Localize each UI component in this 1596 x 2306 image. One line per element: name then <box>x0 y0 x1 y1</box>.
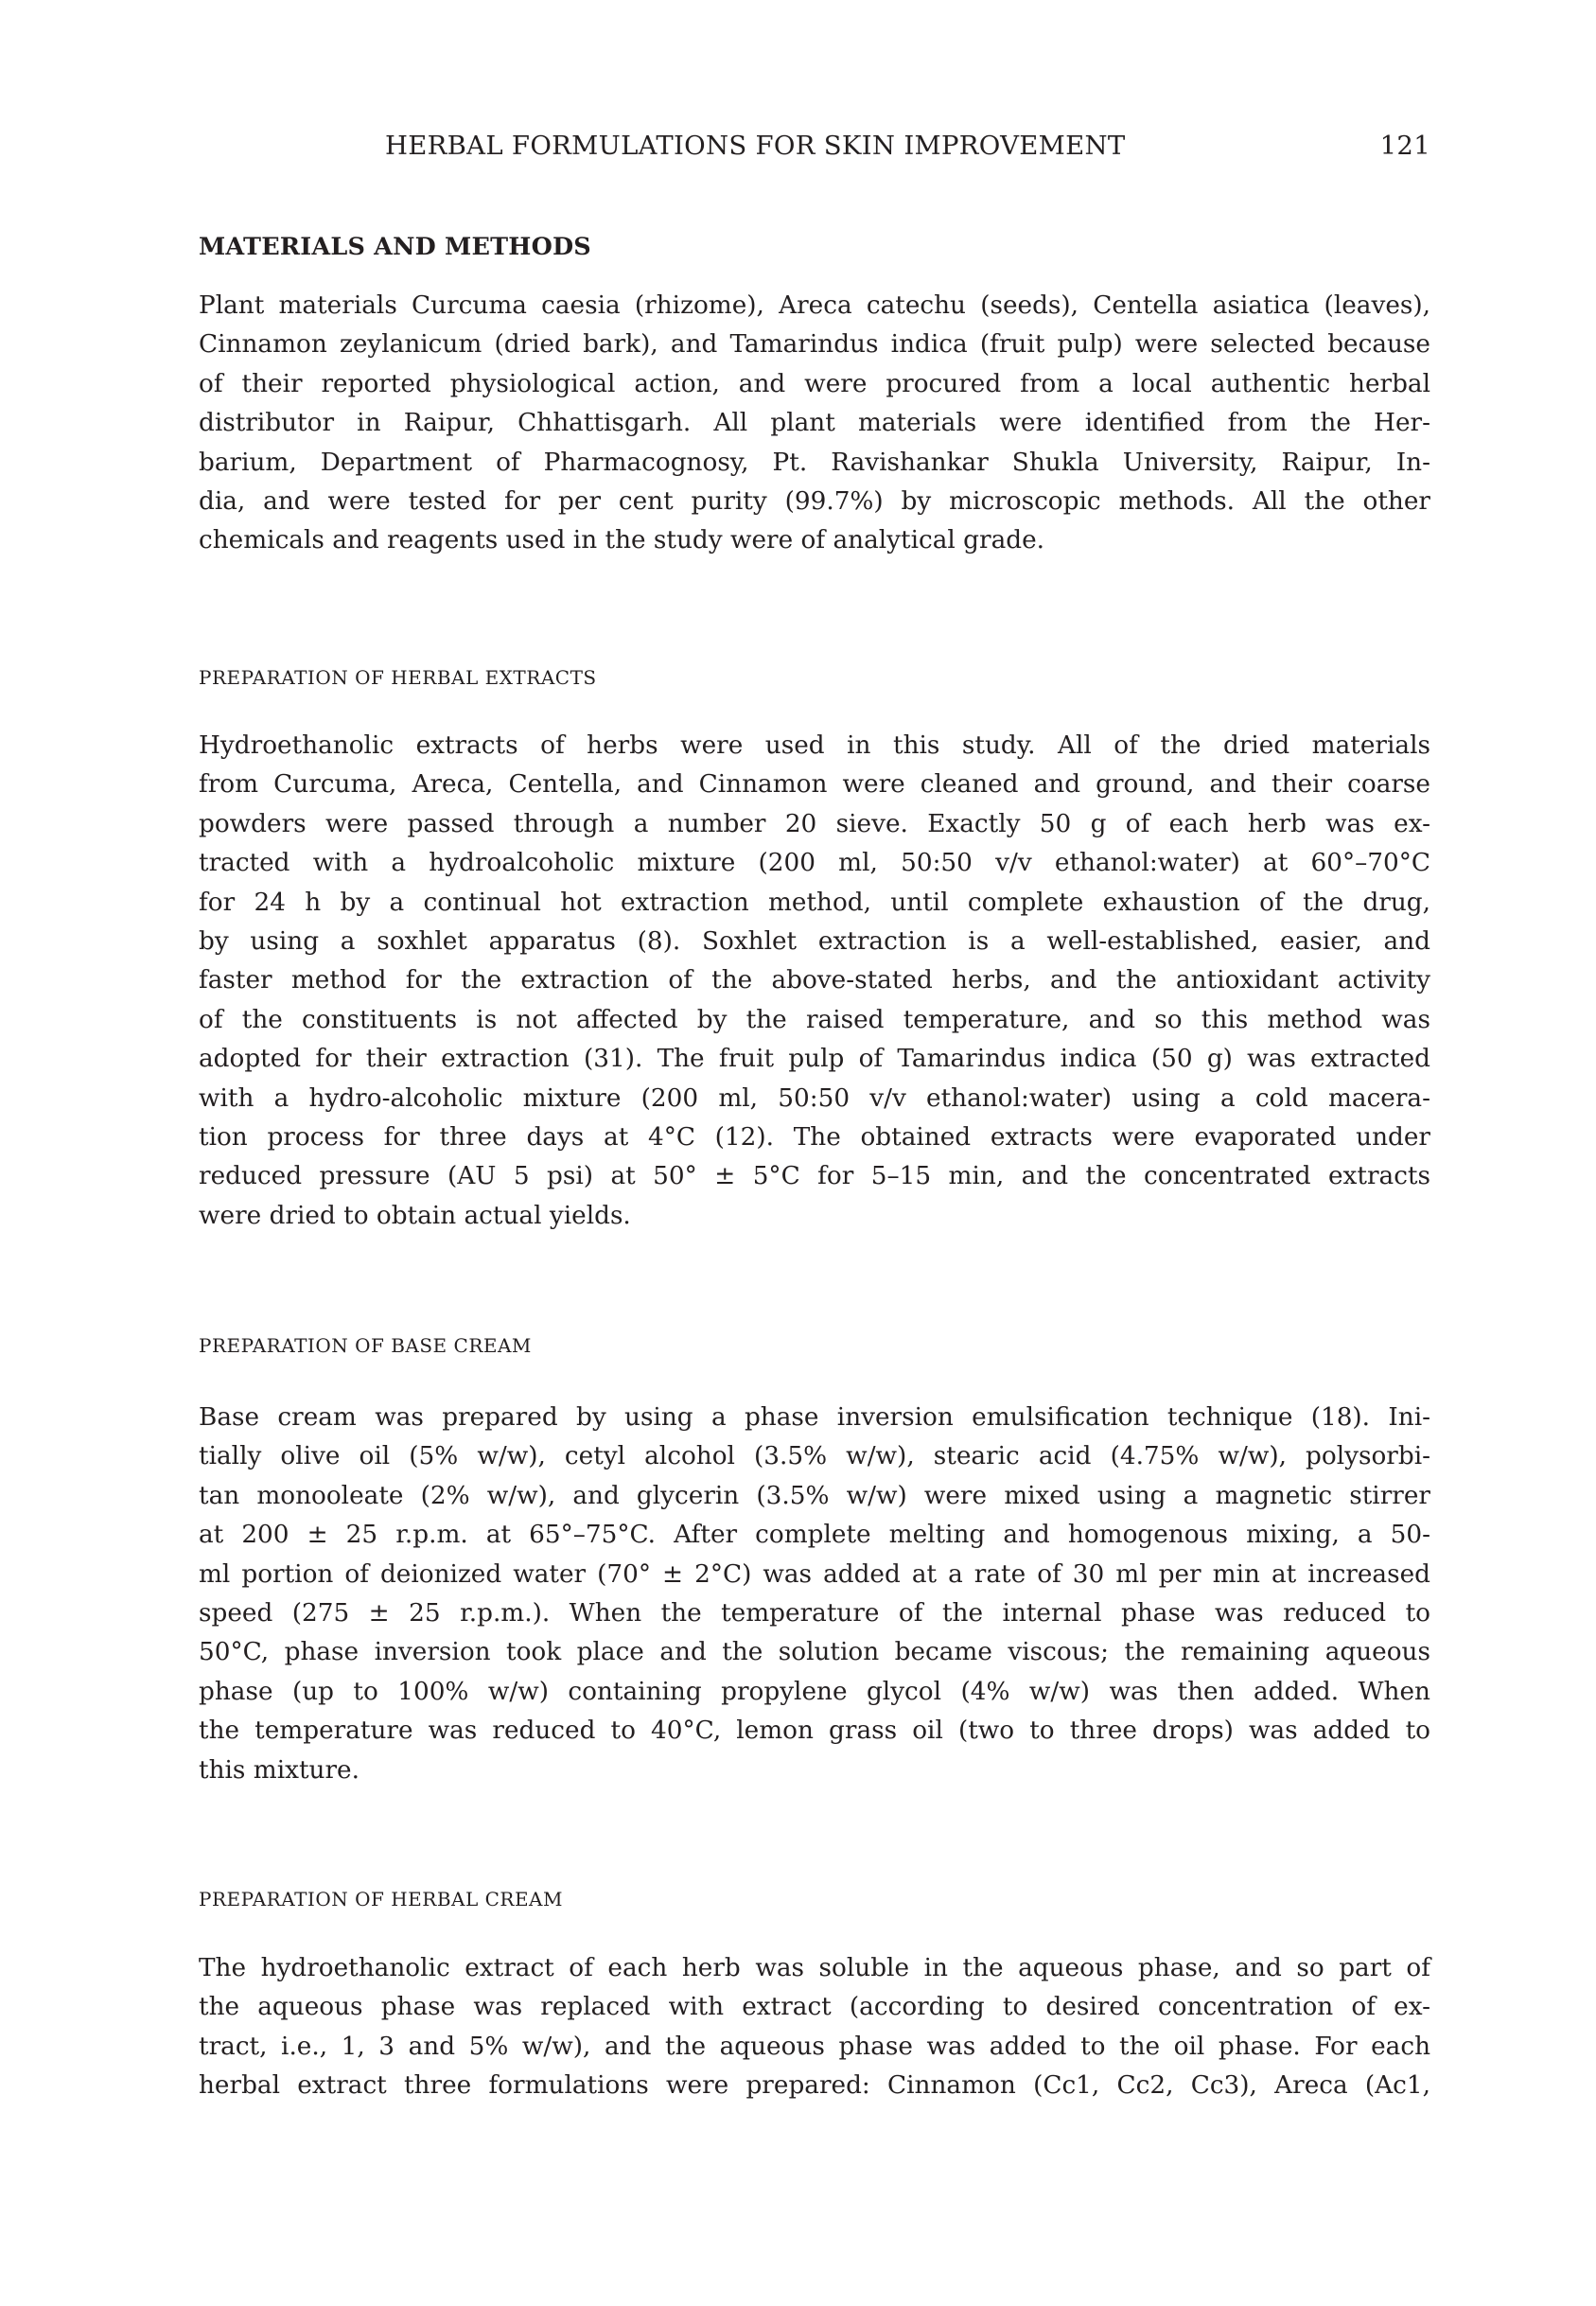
text-line: the aqueous phase was replaced with extract (according to desired concentration of ex- <box>199 1993 1430 2022</box>
text-line: from Curcuma, Areca, Centella, and Cinnamon were cleaned and ground, and their coarse <box>199 770 1430 800</box>
text-line: this mixture. <box>199 1755 360 1785</box>
text-line: Base cream was prepared by using a phase inversion emulsification technique (18). Ini- <box>199 1403 1430 1432</box>
text-line: were dried to obtain actual yields. <box>199 1201 631 1230</box>
text-line: phase (up to 100% w/w) containing propylene glycol (4% w/w) was then added. When <box>199 1677 1430 1706</box>
text-line: 50°C, phase inversion took place and the solution became viscous; the remaining aqueous <box>199 1638 1430 1667</box>
text-line: barium, Department of Pharmacognosy, Pt. Ravishankar Shukla University, Raipur, In- <box>199 448 1430 477</box>
text-line: faster method for the extraction of the above-stated herbs, and the antioxidant activity <box>199 966 1430 995</box>
text-line: tially olive oil (5% w/w), cetyl alcohol (3.5% w/w), stearic acid (4.75% w/w), polysorbi- <box>199 1442 1430 1471</box>
section-heading-materials-and-methods: MATERIALS AND METHODS <box>199 233 591 261</box>
text-line: for 24 h by a continual hot extraction method, until complete exhaustion of the drug, <box>199 888 1430 917</box>
text-line: Cinnamon zeylanicum (dried bark), and Tamarindus indica (fruit pulp) were selected because <box>199 330 1430 360</box>
paragraph-herbal-cream <box>199 1949 1430 2106</box>
paragraph-herbal-extracts <box>199 727 1430 1236</box>
subsection-heading-base-cream: PREPARATION OF BASE CREAM <box>199 1334 532 1357</box>
text-line: with a hydro-alcoholic mixture (200 ml, 50:50 v/v ethanol:water) using a cold macera- <box>199 1083 1430 1113</box>
page-number: 121 <box>1379 131 1430 161</box>
subsection-heading-herbal-cream: PREPARATION OF HERBAL CREAM <box>199 1888 563 1910</box>
text-line: ml portion of deionized water (70° ± 2°C) was added at a rate of 30 ml per min at increased <box>199 1559 1430 1589</box>
paragraph-base-cream <box>199 1399 1430 1790</box>
text-line: Hydroethanolic extracts of herbs were used in this study. All of the dried materials <box>199 731 1430 760</box>
text-line: The hydroethanolic extract of each herb was soluble in the aqueous phase, and so part of <box>199 1954 1430 1982</box>
text-line: of the constituents is not affected by the raised temperature, and so this method was <box>199 1005 1430 1034</box>
text-line: tracted with a hydroalcoholic mixture (200 ml, 50:50 v/v ethanol:water) at 60°–70°C <box>199 849 1430 878</box>
running-head-title: HERBAL FORMULATIONS FOR SKIN IMPROVEMENT <box>385 131 1126 161</box>
text-line: reduced pressure (AU 5 psi) at 50° ± 5°C for 5–15 min, and the concentrated extracts <box>199 1162 1430 1191</box>
text-line: distributor in Raipur, Chhattisgarh. All plant materials were identified from the Her- <box>199 409 1430 438</box>
text-line: powders were passed through a number 20 sieve. Exactly 50 g of each herb was ex- <box>199 809 1430 838</box>
text-line: Plant materials Curcuma caesia (rhizome), Areca catechu (seeds), Centella asiatica (leaves), <box>199 291 1430 320</box>
text-line: dia, and were tested for per cent purity (99.7%) by microscopic methods. All the other <box>199 487 1430 517</box>
subsection-heading-herbal-extracts: PREPARATION OF HERBAL EXTRACTS <box>199 666 597 689</box>
text-line: tan monooleate (2% w/w), and glycerin (3.5% w/w) were mixed using a magnetic stirrer <box>199 1481 1430 1510</box>
running-head <box>199 131 1430 168</box>
text-line: herbal extract three formulations were prepared: Cinnamon (Cc1, Cc2, Cc3), Areca (Ac1, <box>199 2071 1430 2101</box>
text-line: of their reported physiological action, and were procured from a local authentic herbal <box>199 369 1430 398</box>
text-line: chemicals and reagents used in the study were of analytical grade. <box>199 526 1045 555</box>
text-line: speed (275 ± 25 r.p.m.). When the temperature of the internal phase was reduced to <box>199 1599 1430 1628</box>
text-line: tract, i.e., 1, 3 and 5% w/w), and the aqueous phase was added to the oil phase. For each <box>199 2032 1430 2061</box>
paragraph-materials <box>199 287 1430 561</box>
text-line: at 200 ± 25 r.p.m. at 65°–75°C. After complete melting and homogenous mixing, a 50- <box>199 1521 1430 1550</box>
text-line: adopted for their extraction (31). The fruit pulp of Tamarindus indica (50 g) was extracted <box>199 1045 1430 1074</box>
text-line: by using a soxhlet apparatus (8). Soxhlet extraction is a well-established, easier, and <box>199 927 1430 957</box>
text-line: tion process for three days at 4°C (12). The obtained extracts were evaporated under <box>199 1123 1430 1153</box>
text-line: the temperature was reduced to 40°C, lemon grass oil (two to three drops) was added to <box>199 1716 1430 1746</box>
